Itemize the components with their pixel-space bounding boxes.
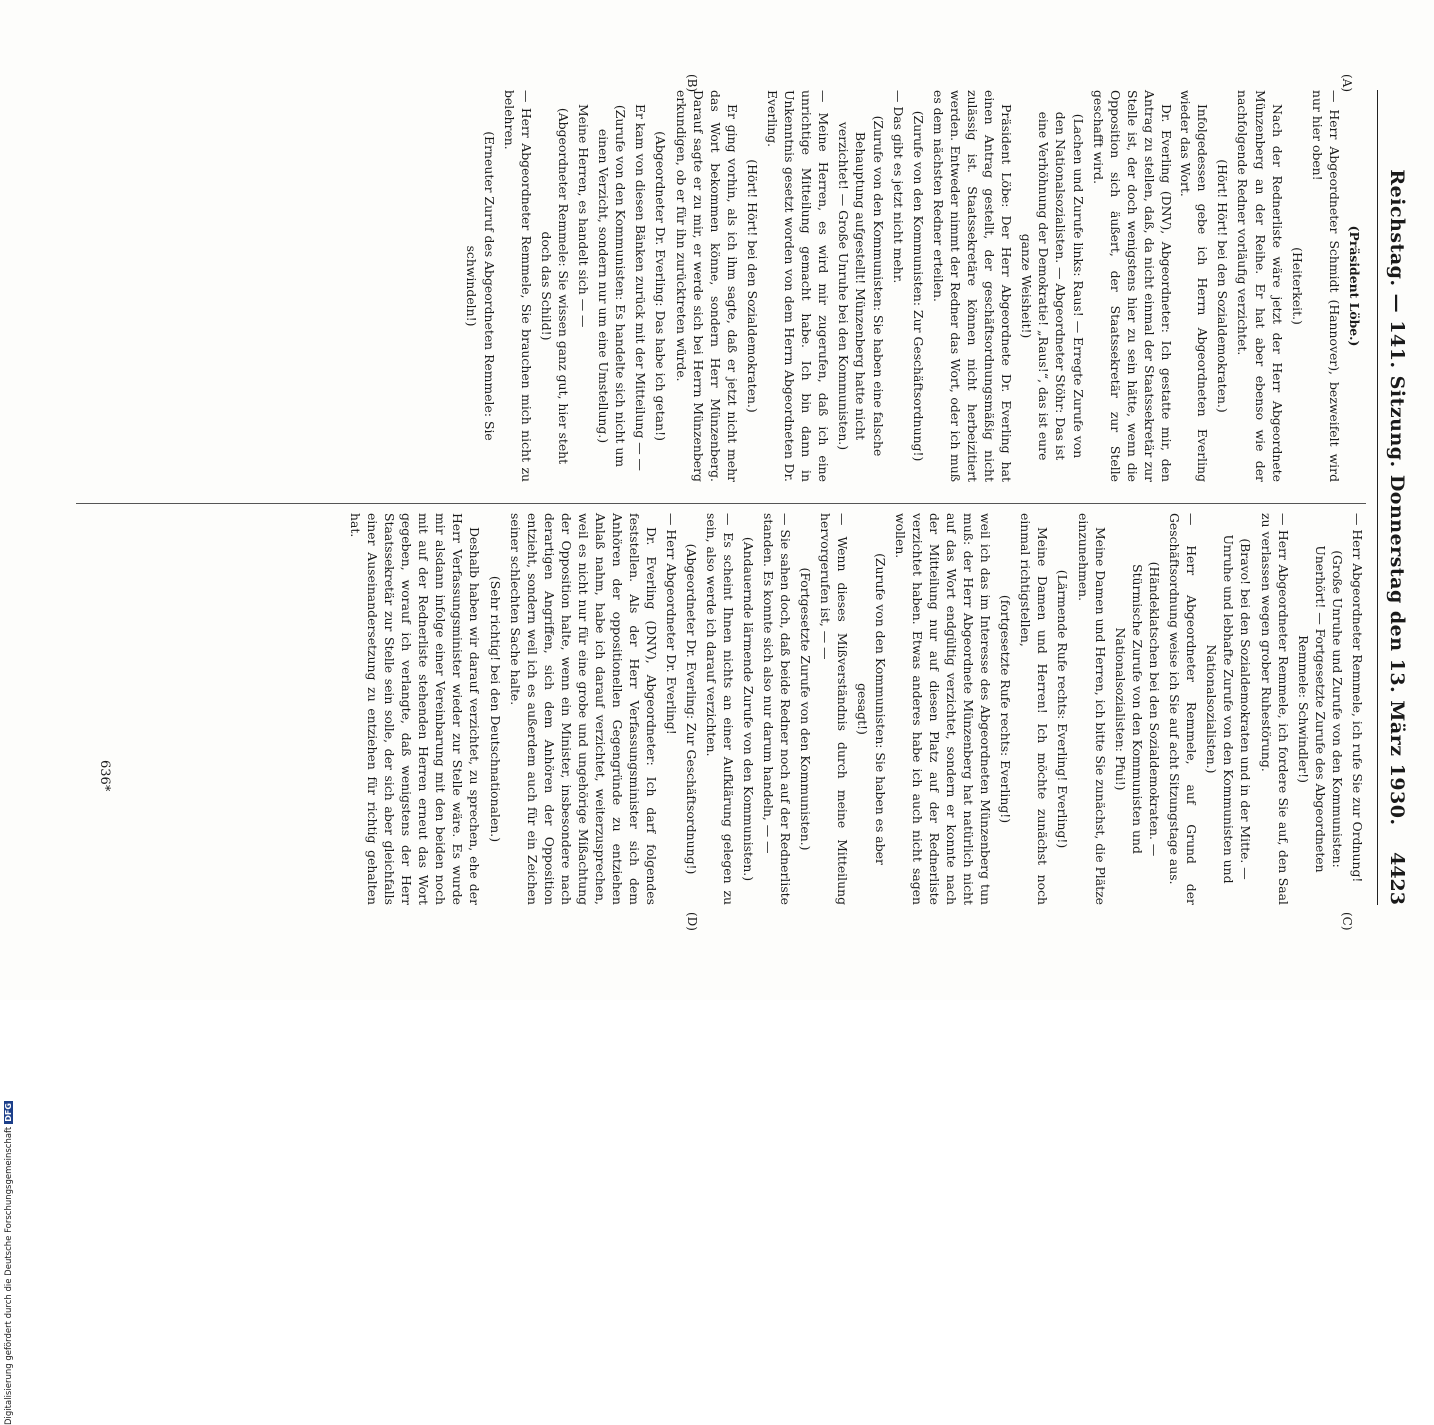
paragraph: — Herr Abgeordneter Schmidt (Hannover), bezweifelt wird nur hier oben! — [1309, 90, 1342, 482]
paragraph: Meine Damen und Herren, ich bitte Sie zunächst, die Plätze einzunehmen. — [1075, 513, 1108, 905]
digitization-note — [4, 1101, 14, 1425]
paragraph: — Herr Abgeordneter Remmele, ich fordere Sie auf, den Saal zu verlassen wegen grober Ruhestörung. — [1258, 513, 1291, 905]
paragraph: — Herr Abgeordneter Remmele, Sie brauchen mich nicht zu belehren. — [501, 90, 534, 482]
interjection: (Zurufe von den Kommunisten: Zur Geschäftsordnung!) — [910, 110, 926, 462]
margin-marker-a: (A) — [1340, 74, 1354, 93]
paragraph: — Es scheint Ihnen nichts an einer Aufklärung gelegen zu sein, also werde ich darauf verzichten. — [703, 513, 736, 905]
left-column — [460, 90, 1366, 482]
header-title: Reichstag. — 141. Sitzung. Donnerstag den 13. März 1930. — [1386, 169, 1408, 826]
interjection: (Abgeordneter Dr. Everling: Das habe ich getan!) — [653, 131, 669, 441]
interjection: (Abgeordneter Dr. Everling: Zur Geschäftsordnung!) — [683, 543, 699, 875]
interjection: (fortgesetzte Rufe rechts: Everling!) — [998, 594, 1014, 824]
paragraph: weil ich das im Interesse des Abgeordneten Münzenberg tun muß: der Herr Abgeordnete Münzenberg hat natürlich nicht auf das Wort endgültig verzichtet, sondern er konnte nach der Mitteilung nur auf diesen Platz auf der Rednerliste verzichtet haben. Etwas anderes habe ich auch nicht sagen wollen. — [892, 513, 994, 905]
interjection: (Hört! Hört! bei den Sozialdemokraten.) — [1215, 159, 1231, 413]
digitization-text: Digitalisierung gefördert durch die Deutsche Forschungsgemeinschaft — [4, 1126, 14, 1425]
page-header — [1377, 90, 1412, 905]
paragraph: Meine Damen und Herren! Ich möchte zunächst noch einmal richtigstellen, — [1018, 513, 1051, 905]
interjection: (Händeklatschen bei den Sozialdemokraten. — Stürmische Zurufe von den Kommunisten und Nationalsozialisten: Pfui!) — [1112, 561, 1162, 857]
interjection: (Zurufe von den Kommunisten: Es handelte sich nicht um einen Verzicht, sondern nur um eine Umstellung.) — [596, 104, 629, 468]
interjection: (Fortgesetzte Zurufe von den Kommunisten.) — [798, 567, 814, 851]
paragraph: Dr. Everling (DNV), Abgeordneter: Ich gestatte mir, den Antrag zu stellen, daß, da nicht einmal der Staatssekretär zur Stelle ist, der doch wenigstens hier zu sein hätte, wenn die Opposition sich äußert, der Staatssekretär zur Stelle geschafft wird. — [1090, 90, 1175, 482]
margin-marker-b: (B) — [685, 74, 699, 93]
interjection: (Zurufe von den Kommunisten: Sie haben eine falsche Behauptung aufgestellt! Münzenberg hatte nicht verzichtet! — Große Unruhe bei den Kommunisten.) — [836, 115, 886, 457]
paragraph: — Wenn dieses Mißverständnis durch meine Mitteilung hervorgerufen ist, — — — [818, 513, 851, 905]
interjection: (Große Unruhe und Zurufe von den Kommunisten: Unerhört! — Fortgesetzte Zurufe des Abgeordneten Remmele: Schwindler!) — [1295, 545, 1345, 873]
paragraph: Deshalb haben wir darauf verzichtet, zu sprechen, ehe der Herr Verfassungsminister wieder zur Stelle wäre. Es wurde mir alsdann infolge einer Vereinbarung mit den beiden noch mit auf der Rednerliste stehenden Herren erneut das Wort gegeben, worauf ich verlangte, daß wenigstens der Herr Staatssekretär zur Stelle sein solle, der sich aber gleichfalls einer Auseinandersetzung zu entziehen für richtig gehalten hat. — [347, 513, 483, 905]
interjection: (Präsident Löbe.) — [1347, 225, 1362, 347]
paragraph: Er kam von diesen Bänken zurück mit der Mitteilung — — — [633, 104, 649, 471]
paragraph: Dr. Everling (DNV), Abgeordneter: Ich darf folgendes feststellen. Als der Herr Verfassungsminister sich dem Anhören der oppositionellen Gegengründe zu entziehen Anlaß nahm, habe ich darauf verzichtet, weiterzusprechen, weil es nicht nur für eine grobe und ungehörige Mißachtung der Opposition halte, wenn ein Minister, insbesondere nach derartigen Angriffen, sich dem Anhören der Opposition entzieht, sondern weil ich es außerdem auch für ein Zeichen seiner schlechten Sache halte. — [507, 513, 660, 905]
paragraph: — Meine Herren, es wird mir zugerufen, daß ich eine unrichtige Mitteilung gemacht habe. Ich bin dann in Unkenntnis gesetzt worden von dem Herrn Abgeordneten Dr. Everling. — [765, 90, 832, 482]
footer-page-code: 636* — [97, 760, 112, 792]
paragraph: Meine Herren, es handelt sich — — — [576, 104, 592, 328]
paragraph: Infolgedessen gebe ich Herrn Abgeordneten Everling wieder das Wort. — [1178, 90, 1211, 482]
interjection: (Erneuter Zuruf des Abgeordneten Remmele: Sie schwindeln!) — [464, 131, 497, 441]
right-column — [345, 513, 1366, 905]
paragraph: Nach der Rednerliste wäre jetzt der Herr Abgeordnete Münzenberg an der Reihe. Er hat aber ebenso wie der nachfolgende Redner vorläufig verzichtet. — [1235, 90, 1285, 482]
paragraph: — Herr Abgeordneter Remmele, ich rufe Sie zur Ordnung! — [1350, 513, 1365, 883]
interjection: (Zurufe von den Kommunisten: Sie haben es aber gesagt!) — [855, 553, 888, 865]
page-number: 4423 — [1386, 852, 1408, 905]
interjection: (Andauernde lärmende Zurufe von den Kommunisten.) — [740, 536, 756, 882]
interjection: (Hört! Hört! bei den Sozialdemokraten.) — [744, 159, 760, 413]
margin-marker-d: (D) — [685, 912, 699, 931]
interjection: (Lachen und Zurufe links: Raus! — Erregte Zurufe von den Nationalsozialisten. — Abgeordneter Stöhr: Das ist eine Verhöhnung der Demokratie! „Raus!“, das ist eure ganze Weisheit!) — [1019, 111, 1086, 461]
paragraph: Er ging vorhin, als ich ihm sagte, daß er jetzt nicht mehr das Wort bekommen könne, sondern Herr Münzenberg. Darauf sagte er zu mir, er werde sich bei Herrn Münzenberg erkundigen, ob er für ihn zurücktreten würde. — [673, 90, 740, 482]
margin-marker-c: (C) — [1340, 912, 1354, 931]
interjection: (Sehr richtig! bei den Deutschnationalen.) — [487, 575, 503, 843]
paragraph: — Das gibt es jetzt nicht mehr. — [890, 90, 906, 284]
paragraph: — Herr Abgeordneter Remmele, auf Grund der Geschäftsordnung weise ich Sie auf acht Sitzungstage aus. — [1167, 513, 1200, 905]
dfg-logo: DFG — [4, 1103, 13, 1122]
interjection: (Bravo! bei den Sozialdemokraten und in der Mitte. — Unruhe und lebhafte Zurufe von den Kommunisten und Nationalsozialisten.) — [1204, 534, 1254, 884]
column-divider — [76, 503, 1366, 504]
interjection: (Abgeordneter Remmele: Sie wissen ganz gut, hier steht doch das Schild!) — [538, 107, 571, 465]
paragraph: — Herr Abgeordneter Dr. Everling! — [663, 513, 679, 735]
paragraph: — Sie sahen doch, daß beide Redner noch auf der Rednerliste standen. Es konnte sich also nur darum handeln, — — — [761, 513, 794, 905]
interjection: (Heiterkeit.) — [1289, 247, 1305, 325]
interjection: (Lärmende Rufe rechts: Everling! Everling!) — [1055, 569, 1071, 849]
paragraph: Präsident Löbe: Der Herr Abgeordnete Dr. Everling hat einen Antrag gestellt, der geschäftsordnungsmäßig nicht zulässig ist. Staatssekretäre können nicht herbeizitiert werden. Entweder nimmt der Redner das Wort, oder ich muß es dem nächsten Redner erteilen. — [930, 90, 1015, 482]
